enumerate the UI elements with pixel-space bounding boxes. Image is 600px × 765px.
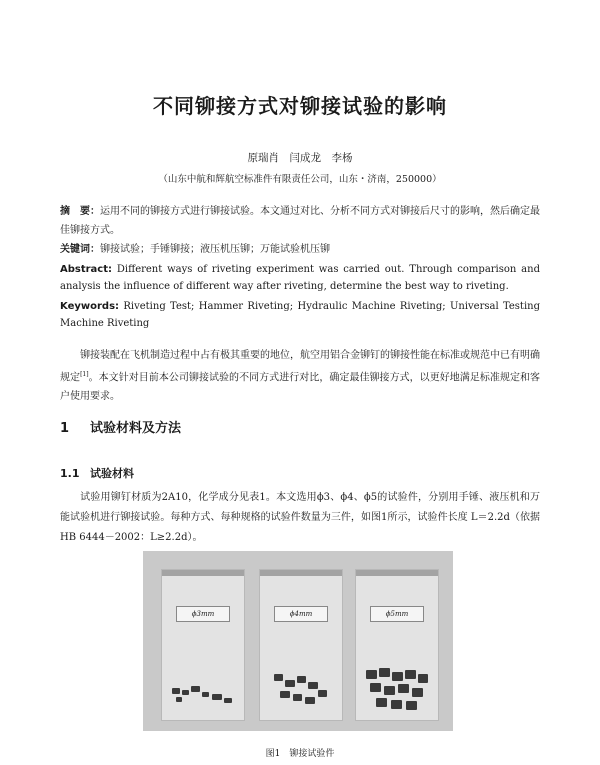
abstract-cn-text: 运用不同的铆接方式进行铆接试验。本文通过对比、分析不同方式对铆接后尺寸的影响，然后确定最佳铆接方式。: [60, 206, 540, 236]
paper-title: 不同铆接方式对铆接试验的影响: [153, 94, 447, 118]
section-1-1-number: 1.1: [60, 467, 80, 480]
bag-label-phi5: ϕ5mm: [370, 606, 424, 622]
abstract-en-label: Abstract:: [60, 264, 113, 275]
keywords-en-text: Riveting Test; Hammer Riveting; Hydraulic Machine Riveting; Universal Testing Machine Riveting: [60, 301, 540, 329]
sample-bag-phi3: [161, 569, 245, 721]
intro-text-1: 铆接装配在飞机制造过程中占有极其重要的地位，航空用铝合金铆钉的铆接性能在标准或规范中已有明确规定: [60, 350, 540, 384]
intro-text-2: 。本文针对目前本公司铆接试验的不同方式进行对比，确定最佳铆接方式，以更好地满足标准规定和客户使用要求。: [60, 372, 541, 403]
abstract-en-text: Different ways of riveting experiment was carried out. Through comparison and analysis the influence of different way after riveting, determine the best way to riveting.: [60, 264, 540, 292]
materials-paragraph: [60, 488, 540, 548]
section-1-1-title: 试验材料: [90, 467, 134, 480]
keywords-cn-text: 铆接试验；手锤铆接；液压机压铆；万能试验机压铆: [100, 244, 330, 255]
abstract-cn: [60, 202, 540, 240]
keywords-cn: [60, 240, 540, 259]
keywords-en-label: Keywords:: [60, 301, 120, 312]
section-1-1-heading: [60, 465, 134, 481]
citation-ref: [1]: [80, 371, 89, 378]
bag-label-phi4: ϕ4mm: [274, 606, 328, 622]
sample-bag-phi5: [355, 569, 439, 721]
section-1-title: 试验材料及方法: [90, 421, 182, 436]
section-1-heading: [60, 417, 181, 436]
intro-paragraph: [60, 346, 540, 406]
materials-text: 试验用铆钉材质为2A10，化学成分见表1。本文选用ϕ3、ϕ4、ϕ5的试验件，分别用手锤、液压机和万能试验机进行铆接试验。每种方式、每种规格的试验件数量为三件，如图1所示，试验件长度 L＝2.2d（依据 HB 6444－2002：L≥2.2d）。: [60, 492, 540, 543]
abstract-cn-label: 摘 要：: [60, 206, 100, 217]
affiliation: （山东中航和辉航空标准件有限责任公司，山东・济南，250000）: [158, 174, 442, 185]
bag-label-phi3: ϕ3mm: [176, 606, 230, 622]
abstract-en: [60, 261, 540, 295]
sample-bag-phi4: [259, 569, 343, 721]
figure-1-photo: [143, 551, 453, 731]
authors: 原瑞肖 闫成龙 李杨: [247, 152, 353, 164]
keywords-cn-label: 关键词：: [60, 244, 100, 255]
figure-1-caption: 图1 铆接试验件: [265, 749, 335, 759]
section-1-number: 1: [60, 421, 70, 436]
keywords-en: [60, 298, 540, 332]
